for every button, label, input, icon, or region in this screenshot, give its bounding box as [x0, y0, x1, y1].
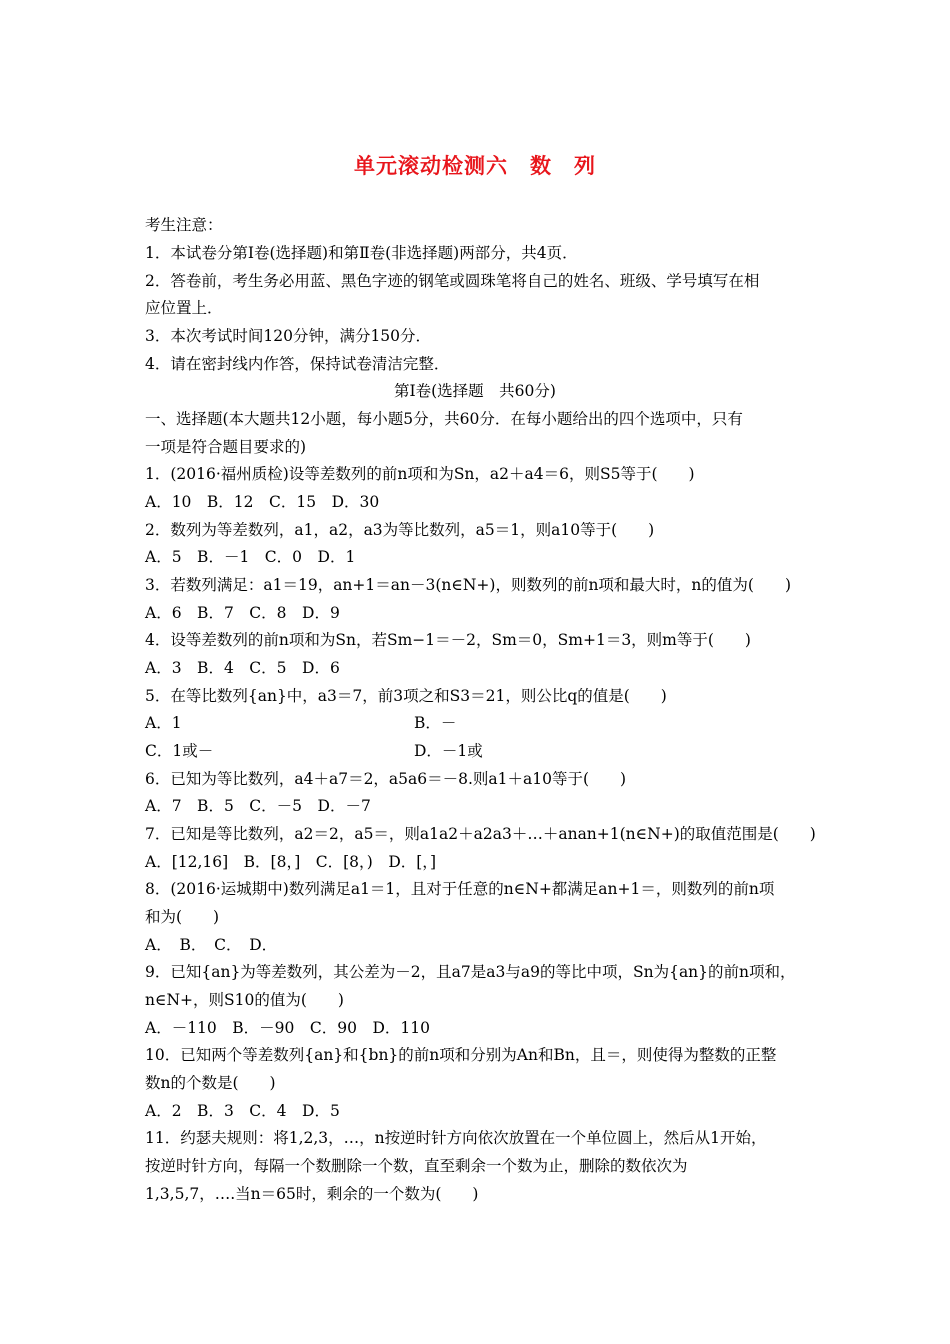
note-2: 2．答卷前，考生务必用蓝、黑色字迹的钢笔或圆珠笔将自己的姓名、班级、学号填写在相: [145, 272, 760, 290]
question-5-option-a: A．1: [145, 714, 182, 732]
note-3: 3．本次考试时间120分钟，满分150分．: [145, 327, 432, 345]
notes-heading: 考生注意：: [145, 216, 223, 234]
question-6: 6．已知为等比数列，a4＋a7＝2，a5a6＝－8.则a1＋a10等于( ): [145, 770, 627, 788]
document-title: 单元滚动检测六 数 列: [354, 154, 596, 178]
question-8-options: A． B． C． D．: [145, 936, 278, 954]
note-2-cont: 应位置上．: [145, 299, 223, 317]
question-4-options: A．3 B．4 C．5 D．6: [145, 659, 340, 677]
question-2: 2．数列为等差数列，a1，a2，a3为等比数列，a5＝1，则a10等于( ): [145, 521, 655, 539]
question-11-cont-1: 按逆时针方向，每隔一个数删除一个数，直至剩余一个数为止，删除的数依次为: [145, 1157, 688, 1175]
question-8: 8．(2016·运城期中)数列满足a1＝1，且对于任意的n∈N+都满足an+1＝，则数列的前n项: [145, 880, 775, 898]
question-5-option-d: D．－1或: [414, 742, 483, 760]
question-1: 1．(2016·福州质检)设等差数列的前n项和为Sn，a2＋a4＝6，则S5等于( ): [145, 465, 695, 483]
question-9-cont: n∈N+，则S10的值为( ): [145, 991, 344, 1009]
question-6-options: A．7 B．5 C．－5 D．－7: [145, 797, 371, 815]
question-2-options: A．5 B．－1 C．0 D．1: [145, 548, 356, 566]
question-1-options: A．10 B．12 C．15 D．30: [145, 493, 380, 511]
note-4: 4．请在密封线内作答，保持试卷清洁完整．: [145, 355, 450, 373]
part-intro-cont: 一项是符合题目要求的): [145, 438, 307, 456]
question-7: 7．已知是等比数列，a2＝2，a5＝，则a1a2＋a2a3＋…＋anan+1(n∈N+)的取值范围是( ): [145, 825, 816, 843]
question-3: 3．若数列满足：a1＝19，an+1＝an－3(n∈N+)，则数列的前n项和最大时，n的值为( ): [145, 576, 792, 594]
question-5: 5．在等比数列{an}中，a3＝7，前3项之和S3＝21，则公比q的值是( ): [145, 687, 667, 705]
question-5-option-c: C．1或－: [145, 742, 214, 760]
question-8-cont: 和为( ): [145, 908, 220, 926]
question-10-options: A．2 B．3 C．4 D．5: [145, 1102, 340, 1120]
question-9-options: A．－110 B．－90 C．90 D．110: [145, 1019, 430, 1037]
question-4: 4．设等差数列的前n项和为Sn，若Sm−1＝－2，Sm＝0，Sm+1＝3，则m等于( ): [145, 631, 751, 649]
question-5-option-b: B．－: [414, 714, 457, 732]
note-1: 1．本试卷分第Ⅰ卷(选择题)和第Ⅱ卷(非选择题)两部分，共4页．: [145, 244, 578, 262]
question-9: 9．已知{an}为等差数列，其公差为－2，且a7是a3与a9的等比中项，Sn为{an}的前n项和，: [145, 963, 796, 981]
question-7-options: A．[12,16] B．[8，] C．[8，) D．[，]: [145, 853, 437, 871]
question-3-options: A．6 B．7 C．8 D．9: [145, 604, 340, 622]
question-11: 11．约瑟夫规则：将1,2,3，…，n按逆时针方向依次放置在一个单位圆上，然后从1开始，: [145, 1129, 767, 1147]
question-10: 10．已知两个等差数列{an}和{bn}的前n项和分别为An和Bn，且＝，则使得为整数的正整: [145, 1046, 777, 1064]
question-10-cont: 数n的个数是( ): [145, 1074, 276, 1092]
question-11-cont-2: 1,3,5,7，….当n＝65时，剩余的一个数为( ): [145, 1185, 479, 1203]
part-intro: 一、选择题(本大题共12小题，每小题5分，共60分．在每小题给出的四个选项中，只有: [145, 410, 743, 428]
section-title: 第Ⅰ卷(选择题 共60分): [394, 382, 556, 400]
